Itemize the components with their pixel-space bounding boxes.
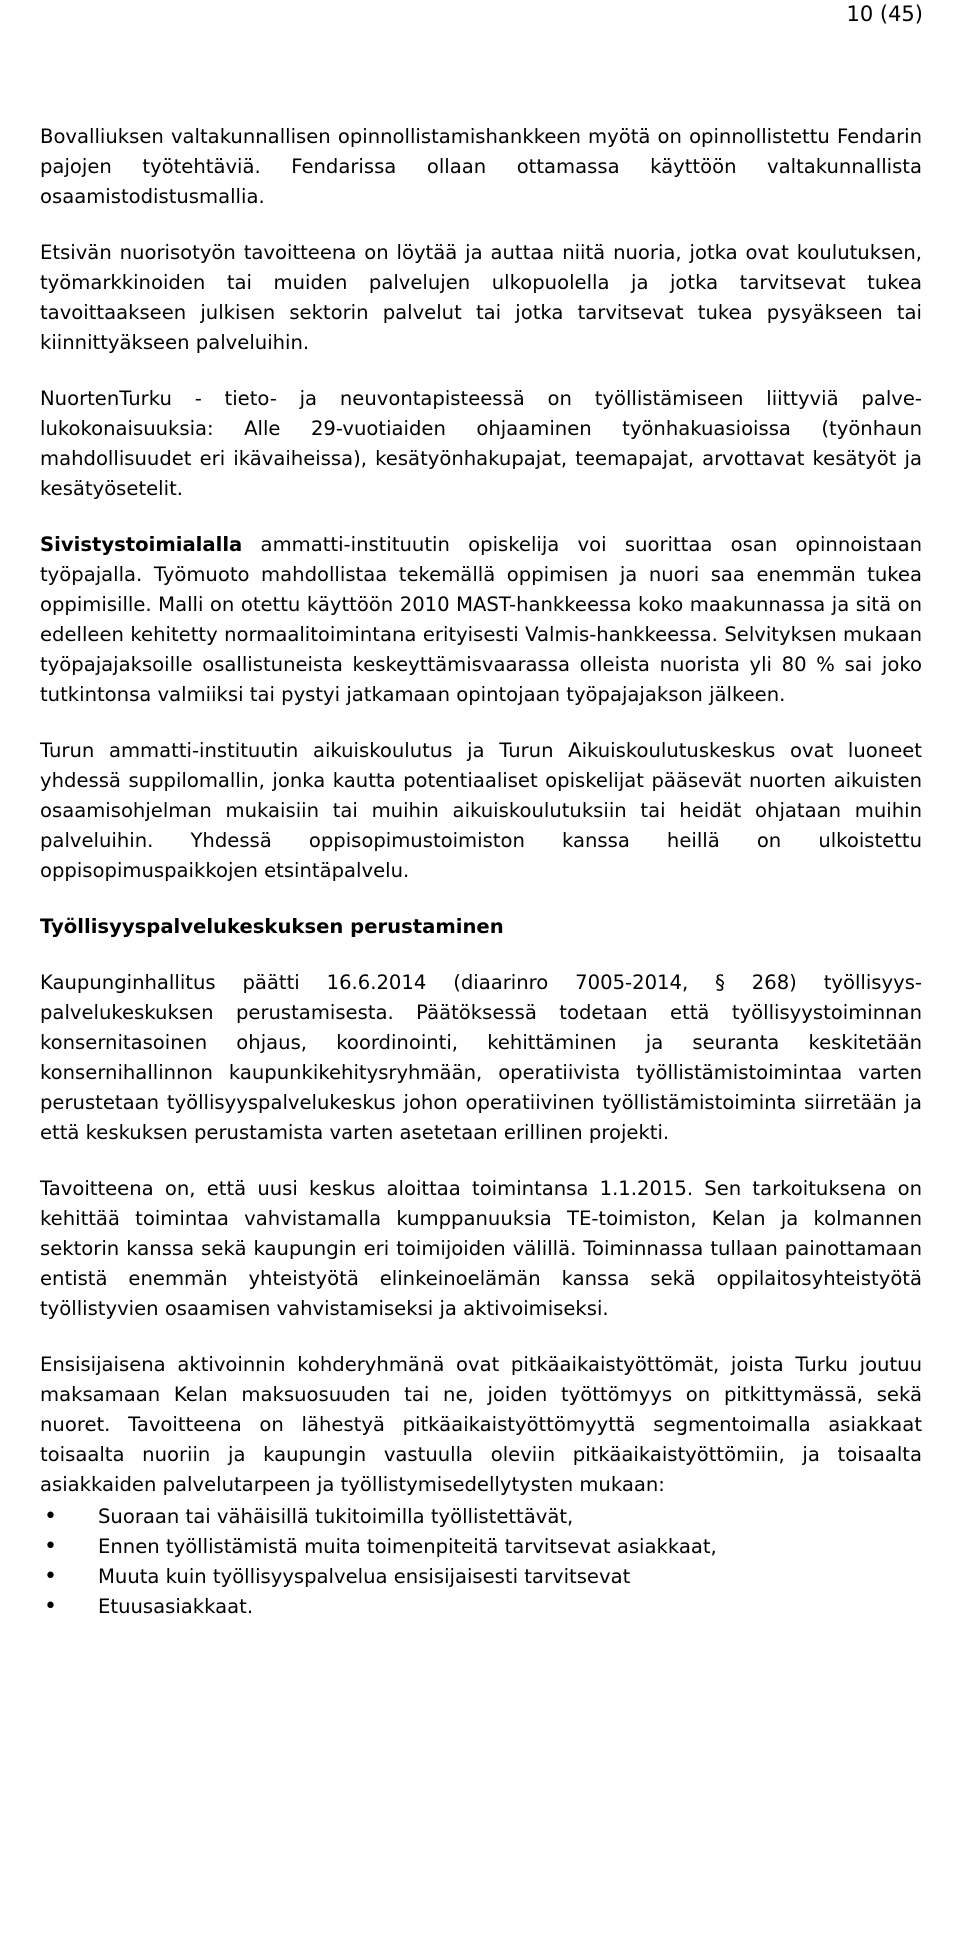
paragraph-kaupunginhallitus: Kaupunginhallitus päätti 16.6.2014 (diaarinro 7005-2014, § 268) työllisyyspalvelukeskuksen perustamisesta. Päätöksessä todetaan että työllisyystoiminnan konsernitasoinen ohjaus, koordinointi, kehittäminen ja seuranta keskitetään konsernihallinnon kaupunkikehitysryhmään, operatiivista työllistämistoimintaa varten perustetaan työllisyyspalvelukeskus johon operatiivinen työllistämistoiminta siirretään ja että keskuksen perustamista varten asetetaan erillinen projekti. [40, 971, 922, 1144]
document-body [40, 122, 922, 1622]
paragraph-sivistystoimiala [40, 530, 922, 710]
paragraph-nuortenturku: NuortenTurku - tieto- ja neuvontapisteessä on työllistämiseen liittyviä palvelukokonaisuuksia: Alle 29-vuotiaiden ohjaaminen työnhakuasioissa (työnhaun mahdollisuudet eri ikävaiheissa), kesätyönhakupajat, teemapajat, arvottavat kesätyöt ja kesätyösetelit. [40, 387, 922, 500]
list-item: • Suoraan tai vähäisillä tukitoimilla työllistettävät, [40, 1502, 922, 1532]
paragraph-tavoite: Tavoitteena on, että uusi keskus aloittaa toimintansa 1.1.2015. Sen tarkoituksena on kehittää toimintaa vahvistamalla kumppanuuksia TE-toimiston, Kelan ja kolmannen sektorin kanssa sekä kaupungin eri toimijoiden välillä. Toiminnassa tullaan painottamaan entistä enemmän yhteistyötä elinkeinoelämän kanssa sekä oppilaitosyhteistyötä työllistyvien osaamisen vahvistamiseksi ja aktivoimiseksi. [40, 1177, 922, 1320]
paragraph-lead-bold: Sivistystoimialalla [40, 533, 243, 556]
bullet-list [40, 1502, 922, 1622]
list-item: • Ennen työllistämistä muita toimenpiteitä tarvitsevat asiakkaat, [40, 1532, 922, 1562]
section-heading: Työllisyyspalvelukeskuksen perustaminen [40, 915, 504, 938]
paragraph-kohderyhma: Ensisijaisena aktivoinnin kohderyhmänä ovat pitkäaikaistyöttömät, joista Turku joutuu maksamaan Kelan maksuosuuden tai ne, joiden työttömyys on pitkittymässä, sekä nuoret. Tavoitteena on lähestyä pitkäaikaistyöttömyyttä segmentoimalla asiakkaat toisaalta nuoriin ja kaupungin vastuulla oleviin pitkäaikaistyöttömiin, ja toisaalta asiakkaiden palvelutarpeen ja työllistymisedellytysten mukaan: [40, 1353, 922, 1496]
page-number: 10 (45) [846, 2, 923, 26]
paragraph-aikuiskoulutus: Turun ammatti-instituutin aikuiskoulutus ja Turun Aikuiskoulutuskeskus ovat luoneet yhdessä suppilomallin, jonka kautta potentiaaliset opiskelijat pääsevät nuorten aikuisten osaamisohjelman mukaisiin tai muihin aikuiskoulutuksiin tai heidät ohjataan muihin palveluihin. Yhdessä oppisopimustoimiston kanssa heillä on ulkoistettu oppisopimuspaikkojen etsintäpalvelu. [40, 739, 922, 882]
paragraph-etsiva-nuorisotyo: Etsivän nuorisotyön tavoitteena on löytää ja auttaa niitä nuoria, jotka ovat koulutuksen, työmarkkinoiden tai muiden palvelujen ulkopuolella ja jotka tarvitsevat tukea tavoittaakseen julkisen sektorin palvelut tai jotka tarvitsevat tukea pysyäkseen tai kiinnittyäkseen palveluihin. [40, 241, 922, 354]
paragraph-fendari: Bovalliuksen valtakunnallisen opinnollistamishankkeen myötä on opinnollistettu Fendarin pajojen työtehtäviä. Fendarissa ollaan ottamassa käyttöön valtakunnallista osaamistodistusmallia. [40, 125, 922, 208]
paragraph-rest: ammatti-instituutin opiskelija voi suorittaa osan opinnoistaan työpajalla. Työmuoto mahdollistaa tekemällä oppimisen ja nuori saa enemmän tukea oppimisille. Malli on otettu käyttöön 2010 MAST-hankkeessa koko maakunnassa ja sitä on edelleen kehitetty normaalitoimintana erityisesti Valmis-hankkeessa. Selvityksen mukaan työpajajaksoille osallistuneista keskeyttämisvaarassa olleista nuorista yli 80 % sai joko tutkintonsa valmiiksi tai pystyi jatkamaan opintojaan työpajajakson jälkeen. [40, 533, 922, 706]
list-item: • Muuta kuin työllisyyspalvelua ensisijaisesti tarvitsevat [40, 1562, 922, 1592]
list-item: • Etuusasiakkaat. [40, 1592, 922, 1622]
